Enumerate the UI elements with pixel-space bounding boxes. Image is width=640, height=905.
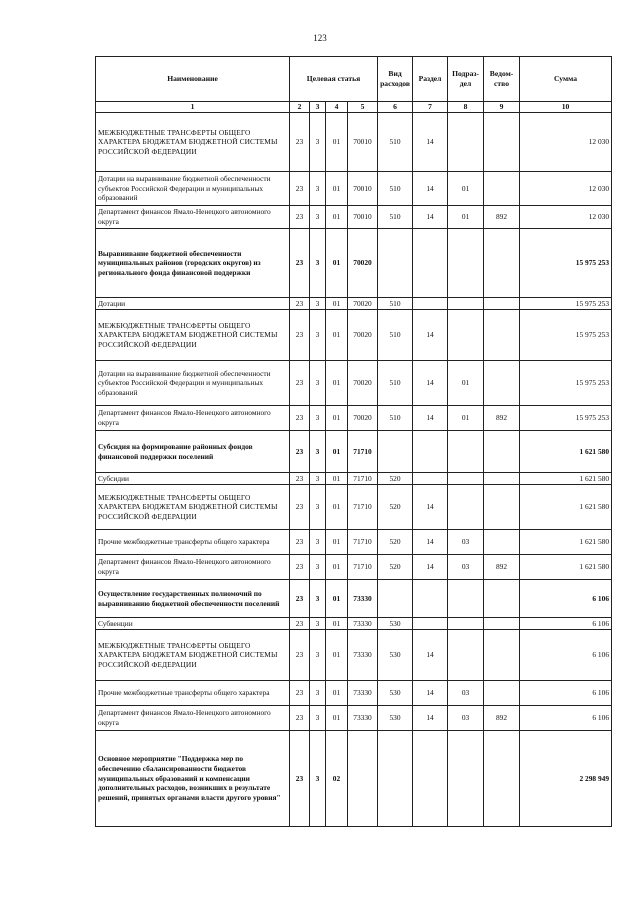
section: 14 [413,706,448,731]
row-sum: 6 106 [520,681,612,706]
target-code-3: 01 [326,431,348,473]
department-code: 892 [484,406,520,431]
department-code [484,298,520,310]
target-code-4: 71710 [348,555,378,580]
section [413,731,448,827]
section [413,580,448,618]
target-code-2: 3 [310,206,326,229]
column-number-row [96,102,612,113]
expense-type: 530 [378,630,413,681]
row-name: Субсидии [96,473,290,485]
table-row [96,485,612,530]
row-sum: 12 030 [520,206,612,229]
column-number: 6 [378,102,413,113]
target-code-4: 73330 [348,681,378,706]
target-code-2: 3 [310,229,326,298]
target-code-4: 71710 [348,485,378,530]
table-row [96,206,612,229]
table-row [96,361,612,406]
target-code-1: 23 [290,310,310,361]
target-code-3: 01 [326,206,348,229]
target-code-3: 01 [326,361,348,406]
row-name: Дотации на выравнивание бюджетной обеспеченности субъектов Российской Федерации и муниципальных образований [96,361,290,406]
target-code-3: 01 [326,473,348,485]
target-code-1: 23 [290,361,310,406]
table-row [96,618,612,630]
department-code [484,172,520,206]
target-code-3: 02 [326,731,348,827]
section [413,229,448,298]
target-code-2: 3 [310,431,326,473]
target-code-1: 23 [290,113,310,172]
target-code-4: 70010 [348,206,378,229]
expense-type [378,731,413,827]
row-name: Основное мероприятие "Поддержка мер по обеспечению сбалансированности бюджетов муниципальных образований и компенсации дополнительных расходов, возникших в результате решений, принятых органами власти другого уровня" [96,731,290,827]
subsection [448,310,484,361]
row-name: Осуществление государственных полномочий по выравниванию бюджетной обеспеченности поселений [96,580,290,618]
row-name: Департамент финансов Ямало-Ненецкого автономного округа [96,206,290,229]
row-name: Департамент финансов Ямало-Ненецкого автономного округа [96,555,290,580]
column-number: 8 [448,102,484,113]
target-code-3: 01 [326,681,348,706]
target-code-4: 73330 [348,630,378,681]
subsection: 01 [448,406,484,431]
target-code-3: 01 [326,298,348,310]
row-sum: 15 975 253 [520,298,612,310]
expense-type [378,580,413,618]
expense-type: 510 [378,172,413,206]
row-name: Прочие межбюджетные трансферты общего характера [96,681,290,706]
department-code [484,473,520,485]
table-row [96,731,612,827]
column-number: 5 [348,102,378,113]
section: 14 [413,310,448,361]
target-code-3: 01 [326,530,348,555]
target-code-1: 23 [290,431,310,473]
row-name: МЕЖБЮДЖЕТНЫЕ ТРАНСФЕРТЫ ОБЩЕГО ХАРАКТЕРА БЮДЖЕТАМ БЮДЖЕТНОЙ СИСТЕМЫ РОССИЙСКОЙ ФЕДЕРАЦИИ [96,113,290,172]
target-code-4: 70020 [348,229,378,298]
department-code: 892 [484,206,520,229]
target-code-2: 3 [310,361,326,406]
subsection: 03 [448,530,484,555]
target-code-1: 23 [290,555,310,580]
target-code-1: 23 [290,473,310,485]
table-row [96,473,612,485]
target-code-2: 3 [310,406,326,431]
department-code: 892 [484,706,520,731]
target-code-2: 3 [310,681,326,706]
subsection [448,485,484,530]
expense-type: 510 [378,361,413,406]
target-code-2: 3 [310,113,326,172]
table-row [96,630,612,681]
section: 14 [413,485,448,530]
subsection [448,630,484,681]
page-number: 123 [313,33,327,43]
expense-type: 530 [378,681,413,706]
row-name: Выравнивание бюджетной обеспеченности муниципальных районов (городских округов) из регионального фонда финансовой поддержки [96,229,290,298]
target-code-3: 01 [326,310,348,361]
target-code-1: 23 [290,530,310,555]
target-code-4 [348,731,378,827]
row-sum: 2 298 949 [520,731,612,827]
subsection: 03 [448,706,484,731]
row-sum: 6 106 [520,580,612,618]
table-row [96,298,612,310]
expense-type: 520 [378,530,413,555]
section [413,473,448,485]
section: 14 [413,172,448,206]
target-code-3: 01 [326,630,348,681]
expense-type: 510 [378,406,413,431]
header-vedomstvo: Ведом-ство [484,57,520,102]
subsection: 03 [448,555,484,580]
section: 14 [413,206,448,229]
column-number: 2 [290,102,310,113]
column-number: 10 [520,102,612,113]
target-code-3: 01 [326,485,348,530]
subsection [448,431,484,473]
target-code-3: 01 [326,555,348,580]
subsection [448,113,484,172]
expense-type: 520 [378,473,413,485]
target-code-1: 23 [290,618,310,630]
target-code-1: 23 [290,681,310,706]
target-code-2: 3 [310,630,326,681]
table-row [96,172,612,206]
row-name: Департамент финансов Ямало-Ненецкого автономного округа [96,406,290,431]
expense-type: 510 [378,298,413,310]
target-code-4: 70010 [348,172,378,206]
target-code-4: 70020 [348,310,378,361]
row-name: МЕЖБЮДЖЕТНЫЕ ТРАНСФЕРТЫ ОБЩЕГО ХАРАКТЕРА БЮДЖЕТАМ БЮДЖЕТНОЙ СИСТЕМЫ РОССИЙСКОЙ ФЕДЕРАЦИИ [96,485,290,530]
section: 14 [413,555,448,580]
table-row [96,229,612,298]
subsection [448,580,484,618]
section: 14 [413,361,448,406]
target-code-4: 73330 [348,706,378,731]
row-sum: 1 621 580 [520,485,612,530]
column-number: 1 [96,102,290,113]
row-name: Субвенции [96,618,290,630]
row-sum: 15 975 253 [520,229,612,298]
section: 14 [413,630,448,681]
row-name: Департамент финансов Ямало-Ненецкого автономного округа [96,706,290,731]
target-code-2: 3 [310,731,326,827]
budget-table [95,56,612,827]
subsection [448,731,484,827]
expense-type: 530 [378,618,413,630]
table-row [96,555,612,580]
department-code [484,580,520,618]
target-code-4: 71710 [348,530,378,555]
expense-type [378,229,413,298]
row-name: МЕЖБЮДЖЕТНЫЕ ТРАНСФЕРТЫ ОБЩЕГО ХАРАКТЕРА БЮДЖЕТАМ БЮДЖЕТНОЙ СИСТЕМЫ РОССИЙСКОЙ ФЕДЕРАЦИИ [96,310,290,361]
target-code-1: 23 [290,731,310,827]
subsection: 03 [448,681,484,706]
header-razdel: Раздел [413,57,448,102]
subsection [448,473,484,485]
target-code-3: 01 [326,172,348,206]
target-code-1: 23 [290,485,310,530]
header-name: Наименование [96,57,290,102]
target-code-4: 73330 [348,618,378,630]
target-code-4: 70010 [348,113,378,172]
subsection: 01 [448,206,484,229]
target-code-1: 23 [290,580,310,618]
subsection [448,298,484,310]
row-sum: 6 106 [520,630,612,681]
target-code-3: 01 [326,618,348,630]
department-code [484,485,520,530]
target-code-2: 3 [310,580,326,618]
row-name: Дотации [96,298,290,310]
target-code-2: 3 [310,618,326,630]
expense-type: 520 [378,485,413,530]
row-sum: 6 106 [520,618,612,630]
target-code-1: 23 [290,229,310,298]
department-code [484,361,520,406]
target-code-1: 23 [290,298,310,310]
table-row [96,431,612,473]
row-sum: 15 975 253 [520,406,612,431]
header-podrazdel: Подраз-дел [448,57,484,102]
column-number: 9 [484,102,520,113]
row-sum: 12 030 [520,172,612,206]
column-number: 4 [326,102,348,113]
row-sum: 1 621 580 [520,431,612,473]
table-row [96,681,612,706]
section: 14 [413,406,448,431]
target-code-2: 3 [310,172,326,206]
target-code-4: 70020 [348,406,378,431]
target-code-3: 01 [326,113,348,172]
header-row [96,57,612,102]
target-code-2: 3 [310,298,326,310]
row-name: Прочие межбюджетные трансферты общего характера [96,530,290,555]
target-code-4: 70020 [348,298,378,310]
target-code-2: 3 [310,530,326,555]
header-target: Целевая статья [290,57,378,102]
department-code [484,310,520,361]
department-code: 892 [484,555,520,580]
department-code [484,681,520,706]
target-code-1: 23 [290,706,310,731]
target-code-3: 01 [326,706,348,731]
department-code [484,229,520,298]
table-body [96,113,612,827]
target-code-2: 3 [310,706,326,731]
table-row [96,406,612,431]
section: 14 [413,530,448,555]
target-code-1: 23 [290,406,310,431]
section [413,298,448,310]
row-sum: 15 975 253 [520,310,612,361]
subsection: 01 [448,361,484,406]
department-code [484,618,520,630]
expense-type: 520 [378,555,413,580]
row-sum: 6 106 [520,706,612,731]
section [413,618,448,630]
header-summa: Сумма [520,57,612,102]
target-code-4: 73330 [348,580,378,618]
target-code-1: 23 [290,172,310,206]
subsection [448,229,484,298]
section: 14 [413,681,448,706]
department-code [484,630,520,681]
target-code-3: 01 [326,406,348,431]
table-row [96,580,612,618]
table-row [96,113,612,172]
expense-type: 510 [378,113,413,172]
target-code-3: 01 [326,580,348,618]
target-code-1: 23 [290,206,310,229]
row-name: Субсидия на формирование районных фондов финансовой поддержки поселений [96,431,290,473]
expense-type: 530 [378,706,413,731]
row-sum: 12 030 [520,113,612,172]
department-code [484,731,520,827]
department-code [484,530,520,555]
target-code-1: 23 [290,630,310,681]
target-code-4: 71710 [348,431,378,473]
column-number: 3 [310,102,326,113]
subsection: 01 [448,172,484,206]
expense-type: 510 [378,310,413,361]
row-name: Дотации на выравнивание бюджетной обеспеченности субъектов Российской Федерации и муниципальных образований [96,172,290,206]
section [413,431,448,473]
column-number: 7 [413,102,448,113]
department-code [484,431,520,473]
row-sum: 1 621 580 [520,555,612,580]
target-code-4: 70020 [348,361,378,406]
target-code-2: 3 [310,485,326,530]
table-row [96,706,612,731]
expense-type: 510 [378,206,413,229]
target-code-2: 3 [310,473,326,485]
target-code-2: 3 [310,555,326,580]
row-sum: 15 975 253 [520,361,612,406]
target-code-2: 3 [310,310,326,361]
row-name: МЕЖБЮДЖЕТНЫЕ ТРАНСФЕРТЫ ОБЩЕГО ХАРАКТЕРА БЮДЖЕТАМ БЮДЖЕТНОЙ СИСТЕМЫ РОССИЙСКОЙ ФЕДЕРАЦИИ [96,630,290,681]
section: 14 [413,113,448,172]
department-code [484,113,520,172]
table-row [96,530,612,555]
subsection [448,618,484,630]
target-code-3: 01 [326,229,348,298]
target-code-4: 71710 [348,473,378,485]
expense-type [378,431,413,473]
header-vid: Вид расходов [378,57,413,102]
table-row [96,310,612,361]
row-sum: 1 621 580 [520,530,612,555]
row-sum: 1 621 580 [520,473,612,485]
